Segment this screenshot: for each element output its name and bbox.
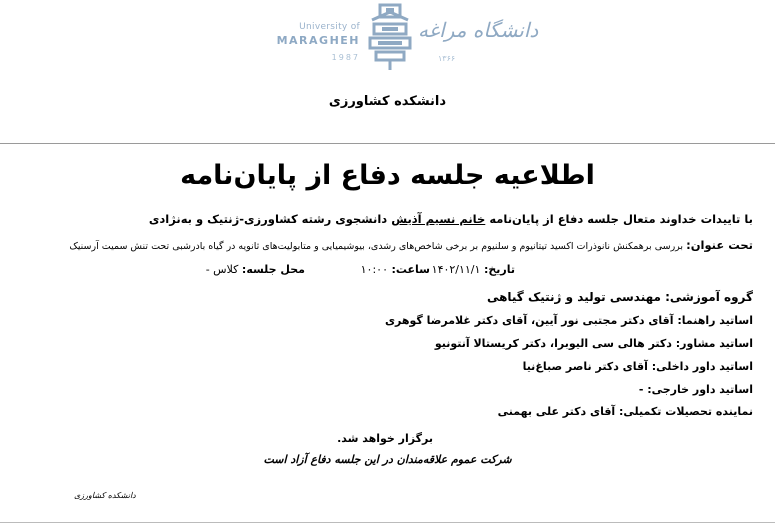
place-value: کلاس - <box>205 263 239 276</box>
faculty-signature: دانشکده کشاورزی <box>74 491 136 500</box>
university-emblem-icon <box>366 2 414 72</box>
logo-maragheh: MARAGHEH <box>276 34 360 47</box>
thesis-subject-line <box>69 238 753 252</box>
footer-divider <box>0 522 775 523</box>
time-value: ۱۰:۰۰ <box>360 263 388 276</box>
public-welcome-text: شرکت عموم علاقه‌مندان در این جلسه دفاع آزاد است <box>263 453 512 466</box>
logo-year-en: 1987 <box>331 53 360 62</box>
logo-year-fa: ۱۳۶۶ <box>438 54 456 63</box>
page-title: اطلاعیه جلسه دفاع از پایان‌نامه <box>180 160 595 191</box>
intro-suffix: دانشجوی رشته کشاورزی-ژنتیک و به‌نژادی <box>148 212 388 226</box>
intro-line <box>149 212 753 226</box>
subject-text: بررسی برهمکنش نانوذرات اکسید تیتانیوم و سلنیوم بر برخی شاخص‌های رشدی، بیوشیمیایی و متابولیت‌های ثانویه در گیاه بادرشبی تحت تنش سمیت آرسنیک <box>69 241 684 252</box>
header-divider <box>0 143 775 144</box>
subject-label: تحت عنوان: <box>686 238 753 252</box>
date-value: ۱۴۰۲/۱۱/۱ <box>431 263 481 276</box>
student-name: خانم نسیم آذیش <box>391 212 486 226</box>
intro-prefix: با تاییدات خداوند متعال جلسه دفاع از پایان‌نامه <box>489 212 753 226</box>
external-examiner: اساتید داور خارجی: - <box>638 383 753 396</box>
logo-english-text <box>268 22 360 62</box>
will-be-held-text: برگزار خواهد شد. <box>337 432 433 445</box>
session-date <box>432 263 515 276</box>
date-label: تاریخ: <box>483 263 515 276</box>
supervisors: اساتید راهنما: آقای دکتر مجتبی نور آیین، آقای دکتر غلامرضا گوهری <box>384 314 753 327</box>
faculty-name: دانشکده کشاورزی <box>328 94 447 109</box>
session-place <box>206 263 305 276</box>
department-group: گروه آموزشی: مهندسی تولید و ژنتیک گیاهی <box>486 290 753 304</box>
place-label: محل جلسه: <box>241 263 305 276</box>
university-logo <box>268 0 539 78</box>
graduate-representative: نماینده تحصیلات تکمیلی: آقای دکتر علی بهمنی <box>497 405 753 418</box>
session-time <box>361 263 430 276</box>
logo-persian-name: دانشگاه مراغه <box>418 18 539 42</box>
logo-university-of: University of <box>299 22 360 32</box>
time-label: ساعت: <box>391 263 430 276</box>
internal-examiner: اساتید داور داخلی: آقای دکتر ناصر صباغ‌نیا <box>522 360 753 373</box>
advisors: اساتید مشاور: دکتر هالی سی الیوبرا، دکتر کریستالا آنتونیو <box>434 337 753 350</box>
